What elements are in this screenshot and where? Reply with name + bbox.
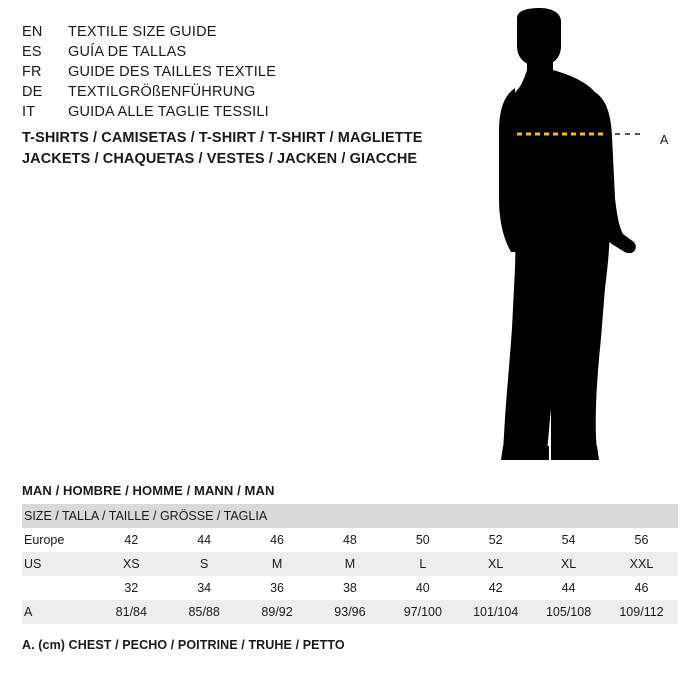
language-header-block xyxy=(22,22,442,122)
silhouette-svg xyxy=(455,8,695,468)
table-cell: L xyxy=(386,552,459,576)
language-row xyxy=(22,42,442,62)
language-title: TEXTILGRÖßENFÜHRUNG xyxy=(68,84,256,100)
table-cell: 38 xyxy=(314,576,387,600)
size-table-section xyxy=(22,483,678,652)
table-cell: 48 xyxy=(314,528,387,552)
size-table xyxy=(22,504,678,624)
language-row xyxy=(22,62,442,82)
table-cell: 81/84 xyxy=(95,600,168,624)
figure-head xyxy=(517,8,561,66)
table-cell: 93/96 xyxy=(314,600,387,624)
table-cell: 89/92 xyxy=(241,600,314,624)
table-cell: M xyxy=(241,552,314,576)
table-cell: 44 xyxy=(532,576,605,600)
table-row xyxy=(22,552,678,576)
language-code: ES xyxy=(22,44,42,60)
table-cell: 44 xyxy=(168,528,241,552)
table-cell: 52 xyxy=(459,528,532,552)
table-cell: 42 xyxy=(95,528,168,552)
language-code: IT xyxy=(22,104,36,120)
language-title: TEXTILE SIZE GUIDE xyxy=(68,24,217,40)
language-title: GUÍA DE TALLAS xyxy=(68,44,187,60)
language-row xyxy=(22,102,442,122)
table-cell: XXL xyxy=(605,552,678,576)
table-cell: 109/112 xyxy=(605,600,678,624)
table-cell: 42 xyxy=(459,576,532,600)
figure-right-foot xyxy=(551,446,599,460)
language-title: GUIDA ALLE TAGLIE TESSILI xyxy=(68,104,269,120)
row-label-chest: A xyxy=(22,600,95,624)
row-label-us: US xyxy=(22,552,95,576)
language-title: GUIDE DES TAILLES TEXTILE xyxy=(68,64,277,80)
table-cell: 56 xyxy=(605,528,678,552)
category-line-tshirts: T-SHIRTS / CAMISETAS / T-SHIRT / T-SHIRT / MAGLIETTE xyxy=(22,130,423,146)
table-cell: 97/100 xyxy=(386,600,459,624)
table-cell: 34 xyxy=(168,576,241,600)
category-block xyxy=(22,128,482,170)
table-cell: 101/104 xyxy=(459,600,532,624)
table-cell: 46 xyxy=(241,528,314,552)
chest-measure-label: A xyxy=(660,133,669,147)
table-row xyxy=(22,576,678,600)
table-cell: XL xyxy=(532,552,605,576)
table-cell: 46 xyxy=(605,576,678,600)
language-code: DE xyxy=(22,84,43,100)
language-code: FR xyxy=(22,64,42,80)
table-cell: 50 xyxy=(386,528,459,552)
row-label-us-numeric xyxy=(22,576,95,600)
category-line-jackets: JACKETS / CHAQUETAS / VESTES / JACKEN / GIACCHE xyxy=(22,151,418,167)
table-cell: XS xyxy=(95,552,168,576)
male-silhouette-figure xyxy=(455,8,695,468)
row-label-europe: Europe xyxy=(22,528,95,552)
table-cell: XL xyxy=(459,552,532,576)
figure-left-foot xyxy=(501,446,549,460)
table-cell: 40 xyxy=(386,576,459,600)
language-row xyxy=(22,82,442,102)
table-cell: 105/108 xyxy=(532,600,605,624)
table-header-row xyxy=(22,504,678,528)
table-header-label: SIZE / TALLA / TAILLE / GRÖSSE / TAGLIA xyxy=(22,504,678,528)
table-cell: S xyxy=(168,552,241,576)
language-row xyxy=(22,22,442,42)
table-cell: M xyxy=(314,552,387,576)
table-cell: 85/88 xyxy=(168,600,241,624)
table-cell: 32 xyxy=(95,576,168,600)
table-row xyxy=(22,600,678,624)
table-cell: 54 xyxy=(532,528,605,552)
table-cell: 36 xyxy=(241,576,314,600)
language-code: EN xyxy=(22,24,43,40)
table-row xyxy=(22,528,678,552)
table-section-title: MAN / HOMBRE / HOMME / MANN / MAN xyxy=(22,483,275,498)
table-footnote: A. (cm) CHEST / PECHO / POITRINE / TRUHE / PETTO xyxy=(22,638,345,652)
